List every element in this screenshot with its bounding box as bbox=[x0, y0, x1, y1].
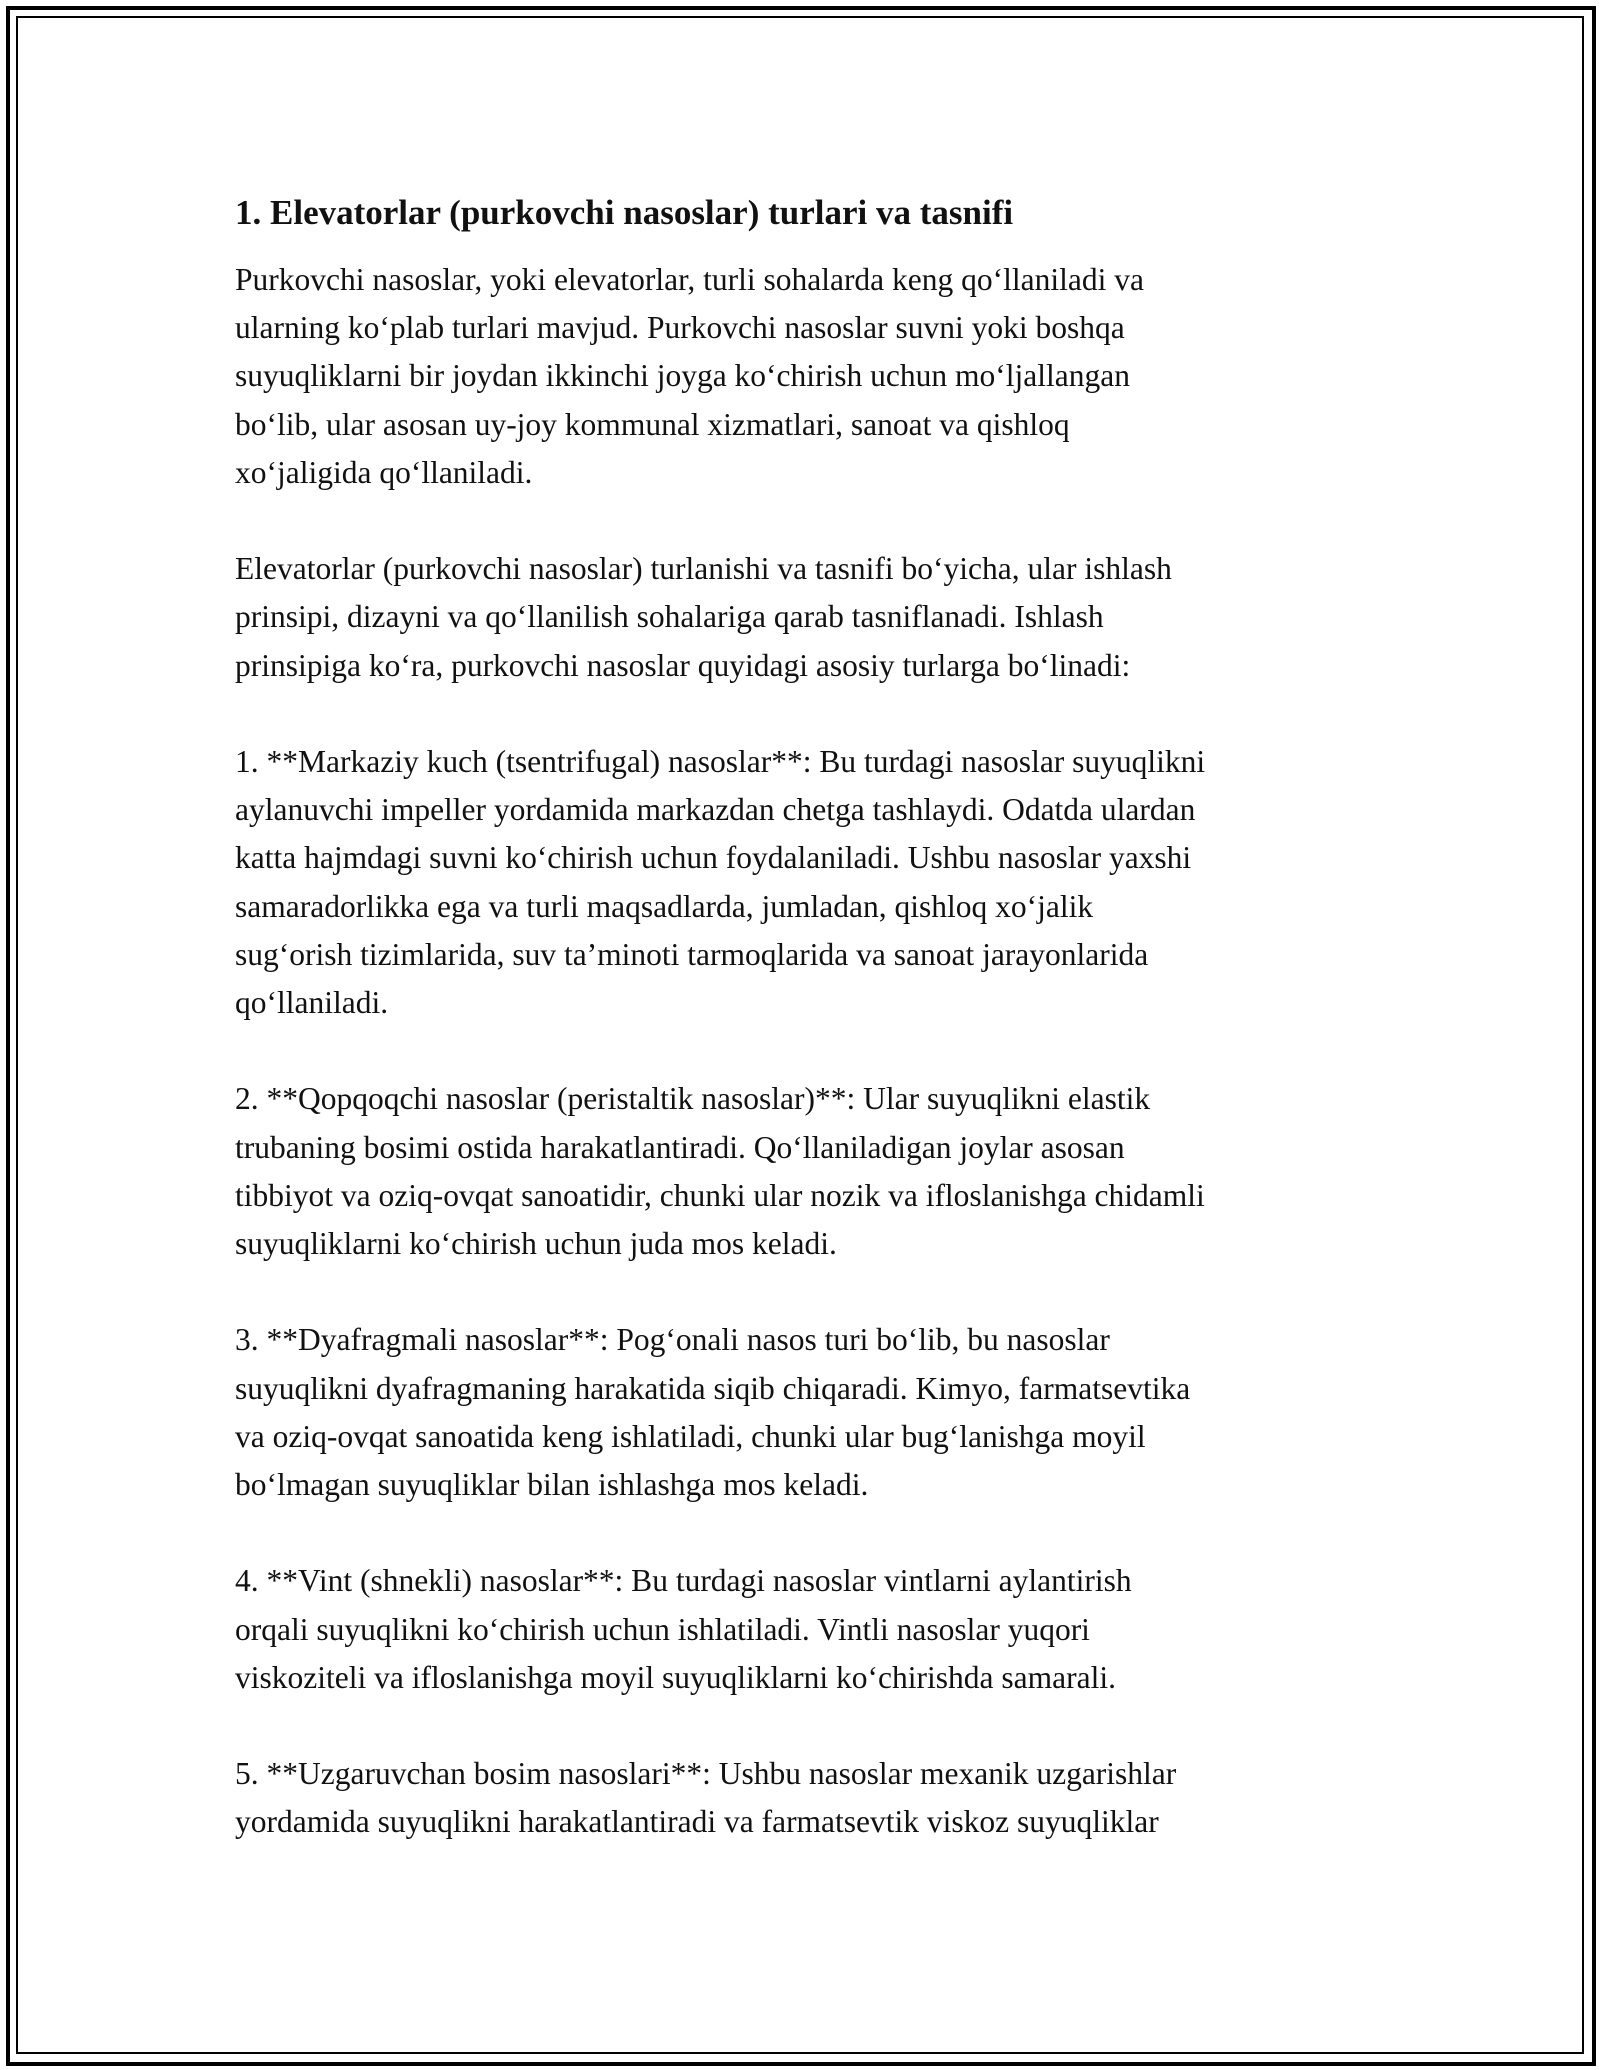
list-item-diaphragm bbox=[235, 1316, 1375, 1509]
list-item-screw bbox=[235, 1557, 1375, 1702]
text-line: yordamida suyuqlikni harakatlantiradi va farmatsevtik viskoz suyuqliklar bbox=[235, 1804, 1159, 1840]
text-line: samaradorlikka ega va turli maqsadlarda, jumladan, qishloq xo‘jalik bbox=[235, 888, 1094, 924]
text-line: Purkovchi nasoslar, yoki elevatorlar, turli sohalarda keng qo‘llaniladi va bbox=[235, 262, 1144, 297]
text-line: bo‘lib, ular asosan uy-joy kommunal xizmatlari, sanoat va qishloq bbox=[235, 406, 1070, 442]
list-item-centrifugal bbox=[235, 738, 1375, 1027]
text-line: qo‘llaniladi. bbox=[235, 985, 389, 1021]
list-item-variable-pressure bbox=[235, 1750, 1375, 1846]
list-item-peristaltic bbox=[235, 1075, 1375, 1268]
text-line: aylanuvchi impeller yordamida markazdan chetga tashlaydi. Odatda ulardan bbox=[235, 792, 1196, 828]
text-line: prinsipiga ko‘ra, purkovchi nasoslar quyidagi asosiy turlarga bo‘linadi: bbox=[235, 647, 1131, 683]
text-line: va oziq-ovqat sanoatida keng ishlatiladi, chunki ular bug‘lanishga moyil bbox=[235, 1418, 1146, 1454]
document-body bbox=[235, 180, 1375, 1895]
text-line: ularning ko‘plab turlari mavjud. Purkovchi nasoslar suvni yoki boshqa bbox=[235, 310, 1125, 346]
text-line: xo‘jaligida qo‘llaniladi. bbox=[235, 454, 533, 490]
text-line: 2. **Qopqoqchi nasoslar (peristaltik nasoslar)**: Ular suyuqlikni elastik bbox=[235, 1081, 1151, 1117]
text-line: 3. **Dyafragmali nasoslar**: Pog‘onali nasos turi bo‘lib, bu nasoslar bbox=[235, 1322, 1110, 1358]
text-line: 5. **Uzgaruvchan bosim nasoslari**: Ushbu nasoslar mexanik uzgarishlar bbox=[235, 1756, 1177, 1792]
paragraph-intro bbox=[235, 256, 1375, 497]
text-line: prinsipi, dizayni va qo‘llanilish sohalariga qarab tasniflanadi. Ishlash bbox=[235, 599, 1104, 635]
text-line: suyuqliklarni ko‘chirish uchun juda mos keladi. bbox=[235, 1226, 837, 1262]
text-line: orqali suyuqlikni ko‘chirish uchun ishlatiladi. Vintli nasoslar yuqori bbox=[235, 1611, 1090, 1647]
text-line: viskoziteli va ifloslanishga moyil suyuqliklarni ko‘chirishda samarali. bbox=[235, 1659, 1116, 1695]
text-line: tibbiyot va oziq-ovqat sanoatidir, chunki ular nozik va ifloslanishga chidamli bbox=[235, 1177, 1205, 1213]
text-line: 1. **Markaziy kuch (tsentrifugal) nasoslar**: Bu turdagi nasoslar suyuqlikni bbox=[235, 744, 1206, 779]
text-line: suyuqliklarni bir joydan ikkinchi joyga ko‘chirish uchun mo‘ljallangan bbox=[235, 358, 1130, 394]
text-line: katta hajmdagi suvni ko‘chirish uchun foydalaniladi. Ushbu nasoslar yaxshi bbox=[235, 840, 1192, 876]
text-line: bo‘lmagan suyuqliklar bilan ishlashga mos keladi. bbox=[235, 1467, 869, 1503]
paragraph-classification bbox=[235, 545, 1375, 690]
text-line: Elevatorlar (purkovchi nasoslar) turlanishi va tasnifi bo‘yicha, ular ishlash bbox=[235, 551, 1172, 587]
text-line: sug‘orish tizimlarida, suv ta’minoti tarmoqlarida va sanoat jarayonlarida bbox=[235, 936, 1149, 972]
text-line: trubaning bosimi ostida harakatlantiradi. Qo‘llaniladigan joylar asosan bbox=[235, 1129, 1125, 1165]
text-line: suyuqlikni dyafragmaning harakatida siqib chiqaradi. Kimyo, farmatsevtika bbox=[235, 1370, 1191, 1406]
document-title: 1. Elevatorlar (purkovchi nasoslar) turlari va tasnifi bbox=[235, 193, 1014, 232]
text-line: 4. **Vint (shnekli) nasoslar**: Bu turdagi nasoslar vintlarni aylantirish bbox=[235, 1563, 1132, 1599]
